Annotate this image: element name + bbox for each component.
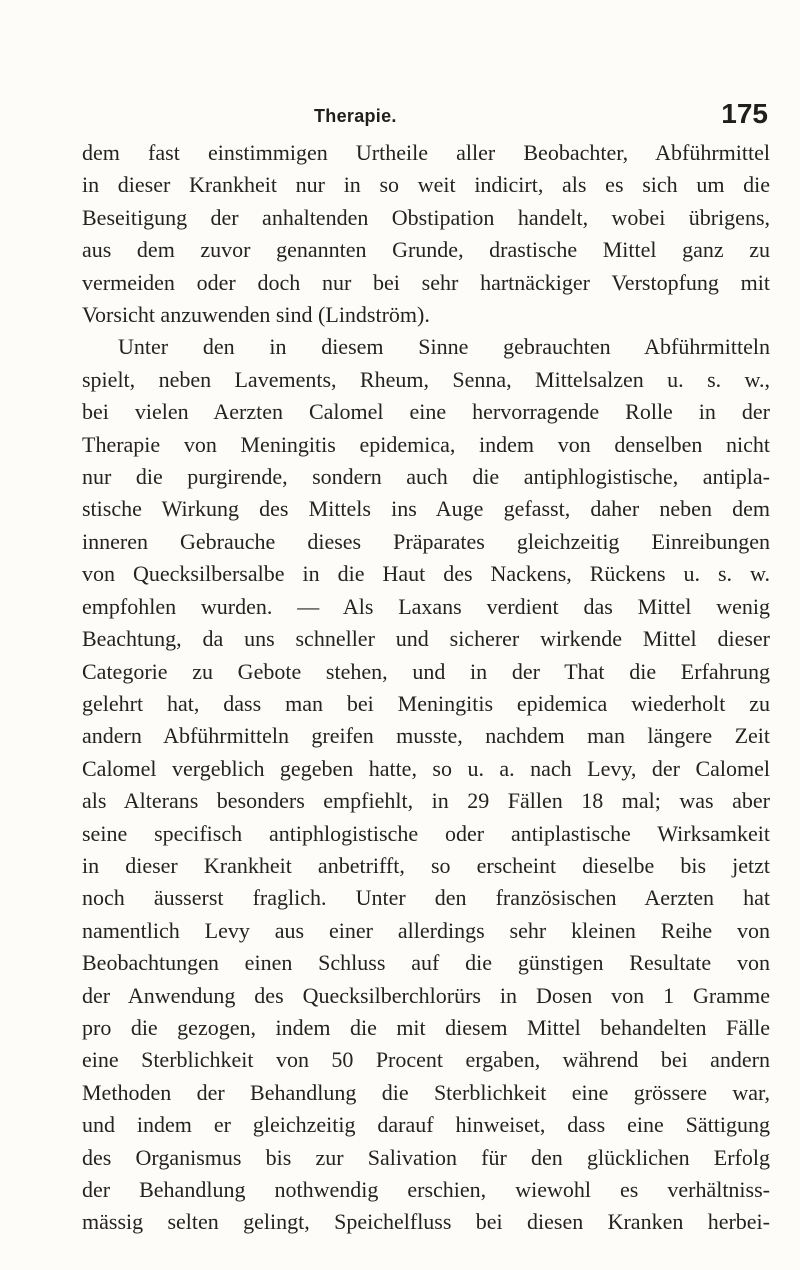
text-line: spielt, neben Lavements, Rheum, Senna, Mittelsalzen u. s. w.,	[82, 366, 770, 392]
text-line: stische Wirkung des Mittels ins Auge gefasst, daher neben dem	[82, 496, 770, 522]
text-line: Beseitigung der anhaltenden Obstipation handelt, wobei übrigens,	[82, 204, 770, 230]
text-line: Beachtung, da uns schneller und sicherer wirkende Mittel dieser	[82, 626, 770, 652]
text-line: dem fast einstimmigen Urtheile aller Beobachter, Abführmittel	[82, 140, 770, 165]
text-line: eine Sterblichkeit von 50 Procent ergaben, während bei andern	[82, 1047, 770, 1073]
page-header	[82, 100, 768, 132]
text-line: der Behandlung nothwendig erschien, wiewohl es verhältniss-	[82, 1177, 770, 1202]
text-line: mässig selten gelingt, Speichelfluss bei diesen Kranken herbei-	[82, 1209, 770, 1235]
text-line: pro die gezogen, indem die mit diesem Mittel behandelten Fälle	[82, 1014, 770, 1040]
text-line: nur die purgirende, sondern auch die antiphlogistische, antipla-	[82, 464, 770, 490]
text-line: Methoden der Behandlung die Sterblichkeit eine grössere war,	[82, 1079, 770, 1105]
text-line: aus dem zuvor genannten Grunde, drastische Mittel ganz zu	[82, 237, 770, 263]
text-line: namentlich Levy aus einer allerdings sehr kleinen Reihe von	[82, 917, 770, 943]
text-line: inneren Gebrauche dieses Präparates gleichzeitig Einreibungen	[82, 528, 770, 554]
text-line: empfohlen wurden. — Als Laxans verdient das Mittel wenig	[82, 593, 770, 619]
text-line: vermeiden oder doch nur bei sehr hartnäckiger Verstopfung mit	[82, 269, 770, 295]
text-line: gelehrt hat, dass man bei Meningitis epidemica wiederholt zu	[82, 690, 770, 716]
text-line: Categorie zu Gebote stehen, und in der That die Erfahrung	[82, 658, 770, 684]
text-line: von Quecksilbersalbe in die Haut des Nackens, Rückens u. s. w.	[82, 561, 770, 587]
text-line: in dieser Krankheit anbetrifft, so erscheint dieselbe bis jetzt	[82, 852, 770, 878]
text-line: Therapie von Meningitis epidemica, indem von denselben nicht	[82, 431, 770, 457]
text-line: als Alterans besonders empfiehlt, in 29 Fällen 18 mal; was aber	[82, 788, 770, 814]
text-line: andern Abführmitteln greifen musste, nachdem man längere Zeit	[82, 723, 770, 749]
text-line: Beobachtungen einen Schluss auf die günstigen Resultate von	[82, 950, 770, 976]
text-line: des Organismus bis zur Salivation für den glücklichen Erfolg	[82, 1144, 770, 1170]
text-line: bei vielen Aerzten Calomel eine hervorragende Rolle in der	[82, 399, 770, 425]
text-line: noch äusserst fraglich. Unter den französischen Aerzten hat	[82, 885, 770, 911]
text-line: Vorsicht anzuwenden sind (Lindström).	[82, 302, 430, 328]
text-line: und indem er gleichzeitig darauf hinweiset, dass eine Sättigung	[82, 1112, 770, 1138]
text-line: Calomel vergeblich gegeben hatte, so u. a. nach Levy, der Calomel	[82, 755, 770, 781]
body-text	[82, 137, 770, 1239]
text-line: Unter den in diesem Sinne gebrauchten Abführmitteln	[118, 334, 770, 360]
running-title: Therapie.	[314, 106, 397, 126]
text-line: der Anwendung des Quecksilberchlorürs in Dosen von 1 Gramme	[82, 982, 770, 1008]
text-line: in dieser Krankheit nur in so weit indicirt, als es sich um die	[82, 172, 770, 198]
page-number: 175	[721, 98, 768, 129]
text-line: seine specifisch antiphlogistische oder antiplastische Wirksamkeit	[82, 820, 770, 846]
